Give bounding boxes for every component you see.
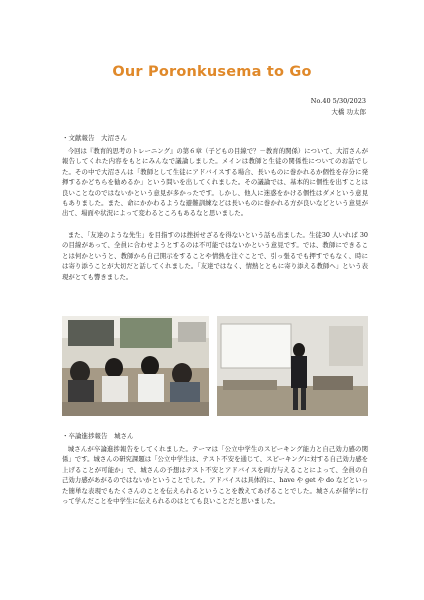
section-heading-literature-report: ・文献報告 大沼さん: [62, 134, 127, 142]
issue-info: [311, 96, 366, 118]
section-heading-thesis-progress: ・卒論進捗報告 城さん: [62, 432, 134, 440]
newsletter-title: Our Poronkusema to Go: [112, 64, 312, 80]
seminar-photo-students: [62, 316, 209, 416]
issue-number-date: No.40 5/30/2023: [310, 97, 366, 105]
author-name: 大橋 功太郎: [331, 108, 366, 116]
seminar-photo-presenter: [217, 316, 368, 416]
seminar-photo-students-image: [62, 316, 209, 416]
thesis-progress-paragraph: 城さんが卒論進捗報告をしてくれました。テーマは「公立中学生のスピーキング能力と自己効力感の関係」です。城さんの研究課題は「公立中学生は、テスト不安を通じて、スピーキングに対する自己効力感を上げることが可能か」で、城さんの予想はテスト不安とアドバイスを両方与えることによって、全員の自己効力感があがるのではないかということでした。アドバイスは具体的に、have や get や do などといった簡単な表現でもたくさんのことを伝えられるということを教えてあげることでした。城さんが留学に行って学んだことを中学生に伝えられるのはとても良いことだと思いました。: [62, 445, 368, 506]
literature-report-paragraph-1: 今回は『教育的思考のトレーニング』の第６章（子どもの目線で？－教育的関係）について、大沼さんが報告してくれた内容をもとにみんなで議論しました。メインは教師と生徒の関係性についてのお話でした。その中で大沼さんは「教師として生徒にアドバイスする場合、長いものに巻かれるか個性を存分に発揮するかどちらを勧めるか」という問いを出してくれました。その議論では、基本的に個性を出すことは良いことなのではないかという意見が多かったです。しかし、他人に迷惑をかける個性はダメという意見もありました。また、命にかかわるような避難訓練などは長いものに巻かれる方が良いなどという意見が出て、場面や状況によって変わるところもあるなと思いました。: [62, 147, 368, 218]
seminar-photo-presenter-image: [217, 316, 368, 416]
literature-report-paragraph-2: また、「友達のような先生」を目指すのは挫折せざるを得ないという話も出ました。生徒30 人いれば 30 の目線があって、全員に合わせようとするのは不可能ではないかという意見です。では、教師にできることは何かというと、教師から自己開示をすることや情熱を注ぐことで、引っ張るでも押すでもなく、時には寄り添うことが大切だと話してくれました。「友達ではなく、情熱とともに寄り添える教師へ」という表現がとても響きました。: [62, 231, 368, 281]
